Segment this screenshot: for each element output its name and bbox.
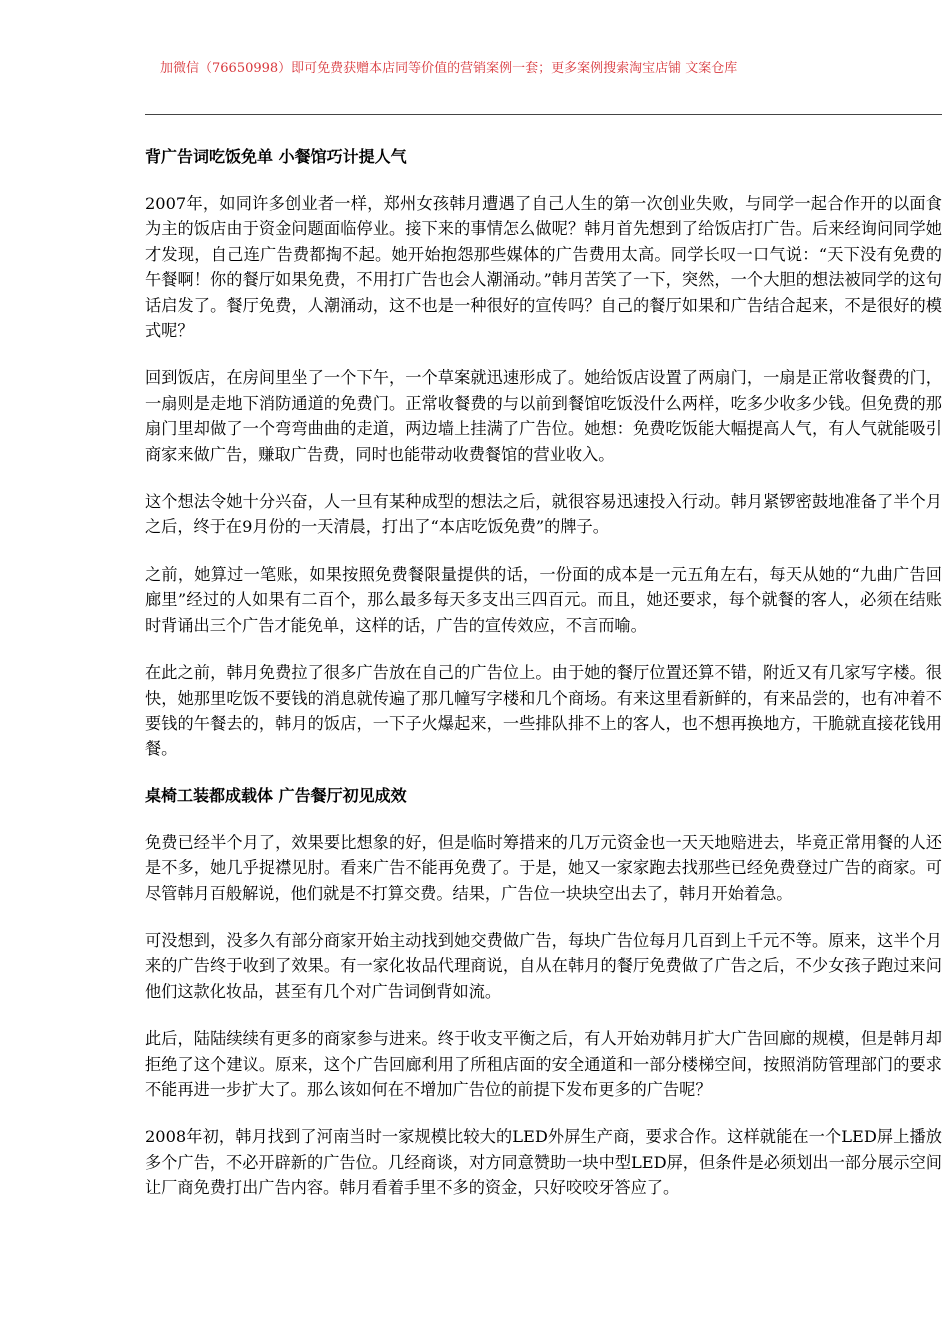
section-heading: 桌椅工装都成载体 广告餐厅初见成效 — [145, 785, 407, 805]
promo-header-text: 加微信（76650998）即可免费获赠本店同等价值的营销案例一套；更多案例搜索淘宝店铺 文案仓库 — [160, 61, 738, 76]
paragraph: 在此之前，韩月免费拉了很多广告放在自己的广告位上。由于她的餐厅位置还算不错，附近又有几家写字楼。很快，她那里吃饭不要钱的消息就传遍了那几幢写字楼和几个商场。有来这里看新鲜的，有来品尝的，也有冲着不要钱的午餐去的，韩月的饭店，一下子火爆起来，一些排队排不上的客人，也不想再换地方，干脆就直接花钱用餐。 — [145, 663, 942, 759]
paragraph: 此后，陆陆续续有更多的商家参与进来。终于收支平衡之后，有人开始劝韩月扩大广告回廊的规模，但是韩月却拒绝了这个建议。原来，这个广告回廊利用了所租店面的安全通道和一部分楼梯空间，按照消防管理部门的要求不能再进一步扩大了。那么该如何在不增加广告位的前提下发布更多的广告呢？ — [145, 1029, 942, 1099]
paragraph: 可没想到，没多久有部分商家开始主动找到她交费做广告，每块广告位每月几百到上千元不等。原来，这半个月来的广告终于收到了效果。有一家化妆品代理商说，自从在韩月的餐厅免费做了广告之后，不少女孩子跑过来问他们这款化妆品，甚至有几个对广告词倒背如流。 — [145, 930, 942, 1001]
article-body — [145, 145, 942, 1223]
paragraph: 这个想法令她十分兴奋，人一旦有某种成型的想法之后，就很容易迅速投入行动。韩月紧锣密鼓地准备了半个月之后，终于在9月份的一天清晨，打出了“本店吃饭免费”的牌子。 — [145, 492, 942, 537]
header-divider — [145, 114, 942, 115]
paragraph: 2008年初，韩月找到了河南当时一家规模比较大的LED外屏生产商，要求合作。这样就能在一个LED屏上播放多个广告，不必开辟新的广告位。几经商谈，对方同意赞助一块中型LED屏，但条件是必须划出一部分展示空间让厂商免费打出广告内容。韩月看着手里不多的资金，只好咬咬牙答应了。 — [145, 1127, 942, 1198]
paragraph: 回到饭店，在房间里坐了一个下午，一个草案就迅速形成了。她给饭店设置了两扇门，一扇是正常收餐费的门，一扇则是走地下消防通道的免费门。正常收餐费的与以前到餐馆吃饭没什么两样，吃多少收多少钱。但免费的那扇门里却做了一个弯弯曲曲的走道，两边墙上挂满了广告位。她想：免费吃饭能大幅提高人气，有人气就能吸引商家来做广告，赚取广告费，同时也能带动收费餐馆的营业收入。 — [145, 368, 942, 464]
paragraph: 免费已经半个月了，效果要比想象的好，但是临时筹措来的几万元资金也一天天地赔进去，毕竟正常用餐的人还是不多，她几乎捉襟见肘。看来广告不能再免费了。于是，她又一家家跑去找那些已经免费登过广告的商家。可尽管韩月百般解说，他们就是不打算交费。结果，广告位一块块空出去了，韩月开始着急。 — [145, 832, 942, 903]
paragraph: 2007年，如同许多创业者一样，郑州女孩韩月遭遇了自己人生的第一次创业失败，与同学一起合作开的以面食为主的饭店由于资金问题面临停业。接下来的事情怎么做呢？韩月首先想到了给饭店打广告。后来经询问同学她才发现，自己连广告费都掏不起。她开始抱怨那些媒体的广告费用太高。同学长叹一口气说：“天下没有免费的午餐啊！你的餐厅如果免费，不用打广告也会人潮涌动。”韩月苦笑了一下，突然，一个大胆的想法被同学的这句话启发了。餐厅免费，人潮涌动，这不也是一种很好的宣传吗？自己的餐厅如果和广告结合起来，不是很好的模式呢？ — [145, 194, 942, 341]
paragraph: 之前，她算过一笔账，如果按照免费餐限量提供的话，一份面的成本是一元五角左右，每天从她的“九曲广告回廊里”经过的人如果有二百个，那么最多每天多支出三四百元。而且，她还要求，每个就餐的客人，必须在结账时背诵出三个广告才能免单，这样的话，广告的宣传效应，不言而喻。 — [145, 564, 942, 635]
section-heading: 背广告词吃饭免单 小餐馆巧计提人气 — [145, 147, 407, 166]
